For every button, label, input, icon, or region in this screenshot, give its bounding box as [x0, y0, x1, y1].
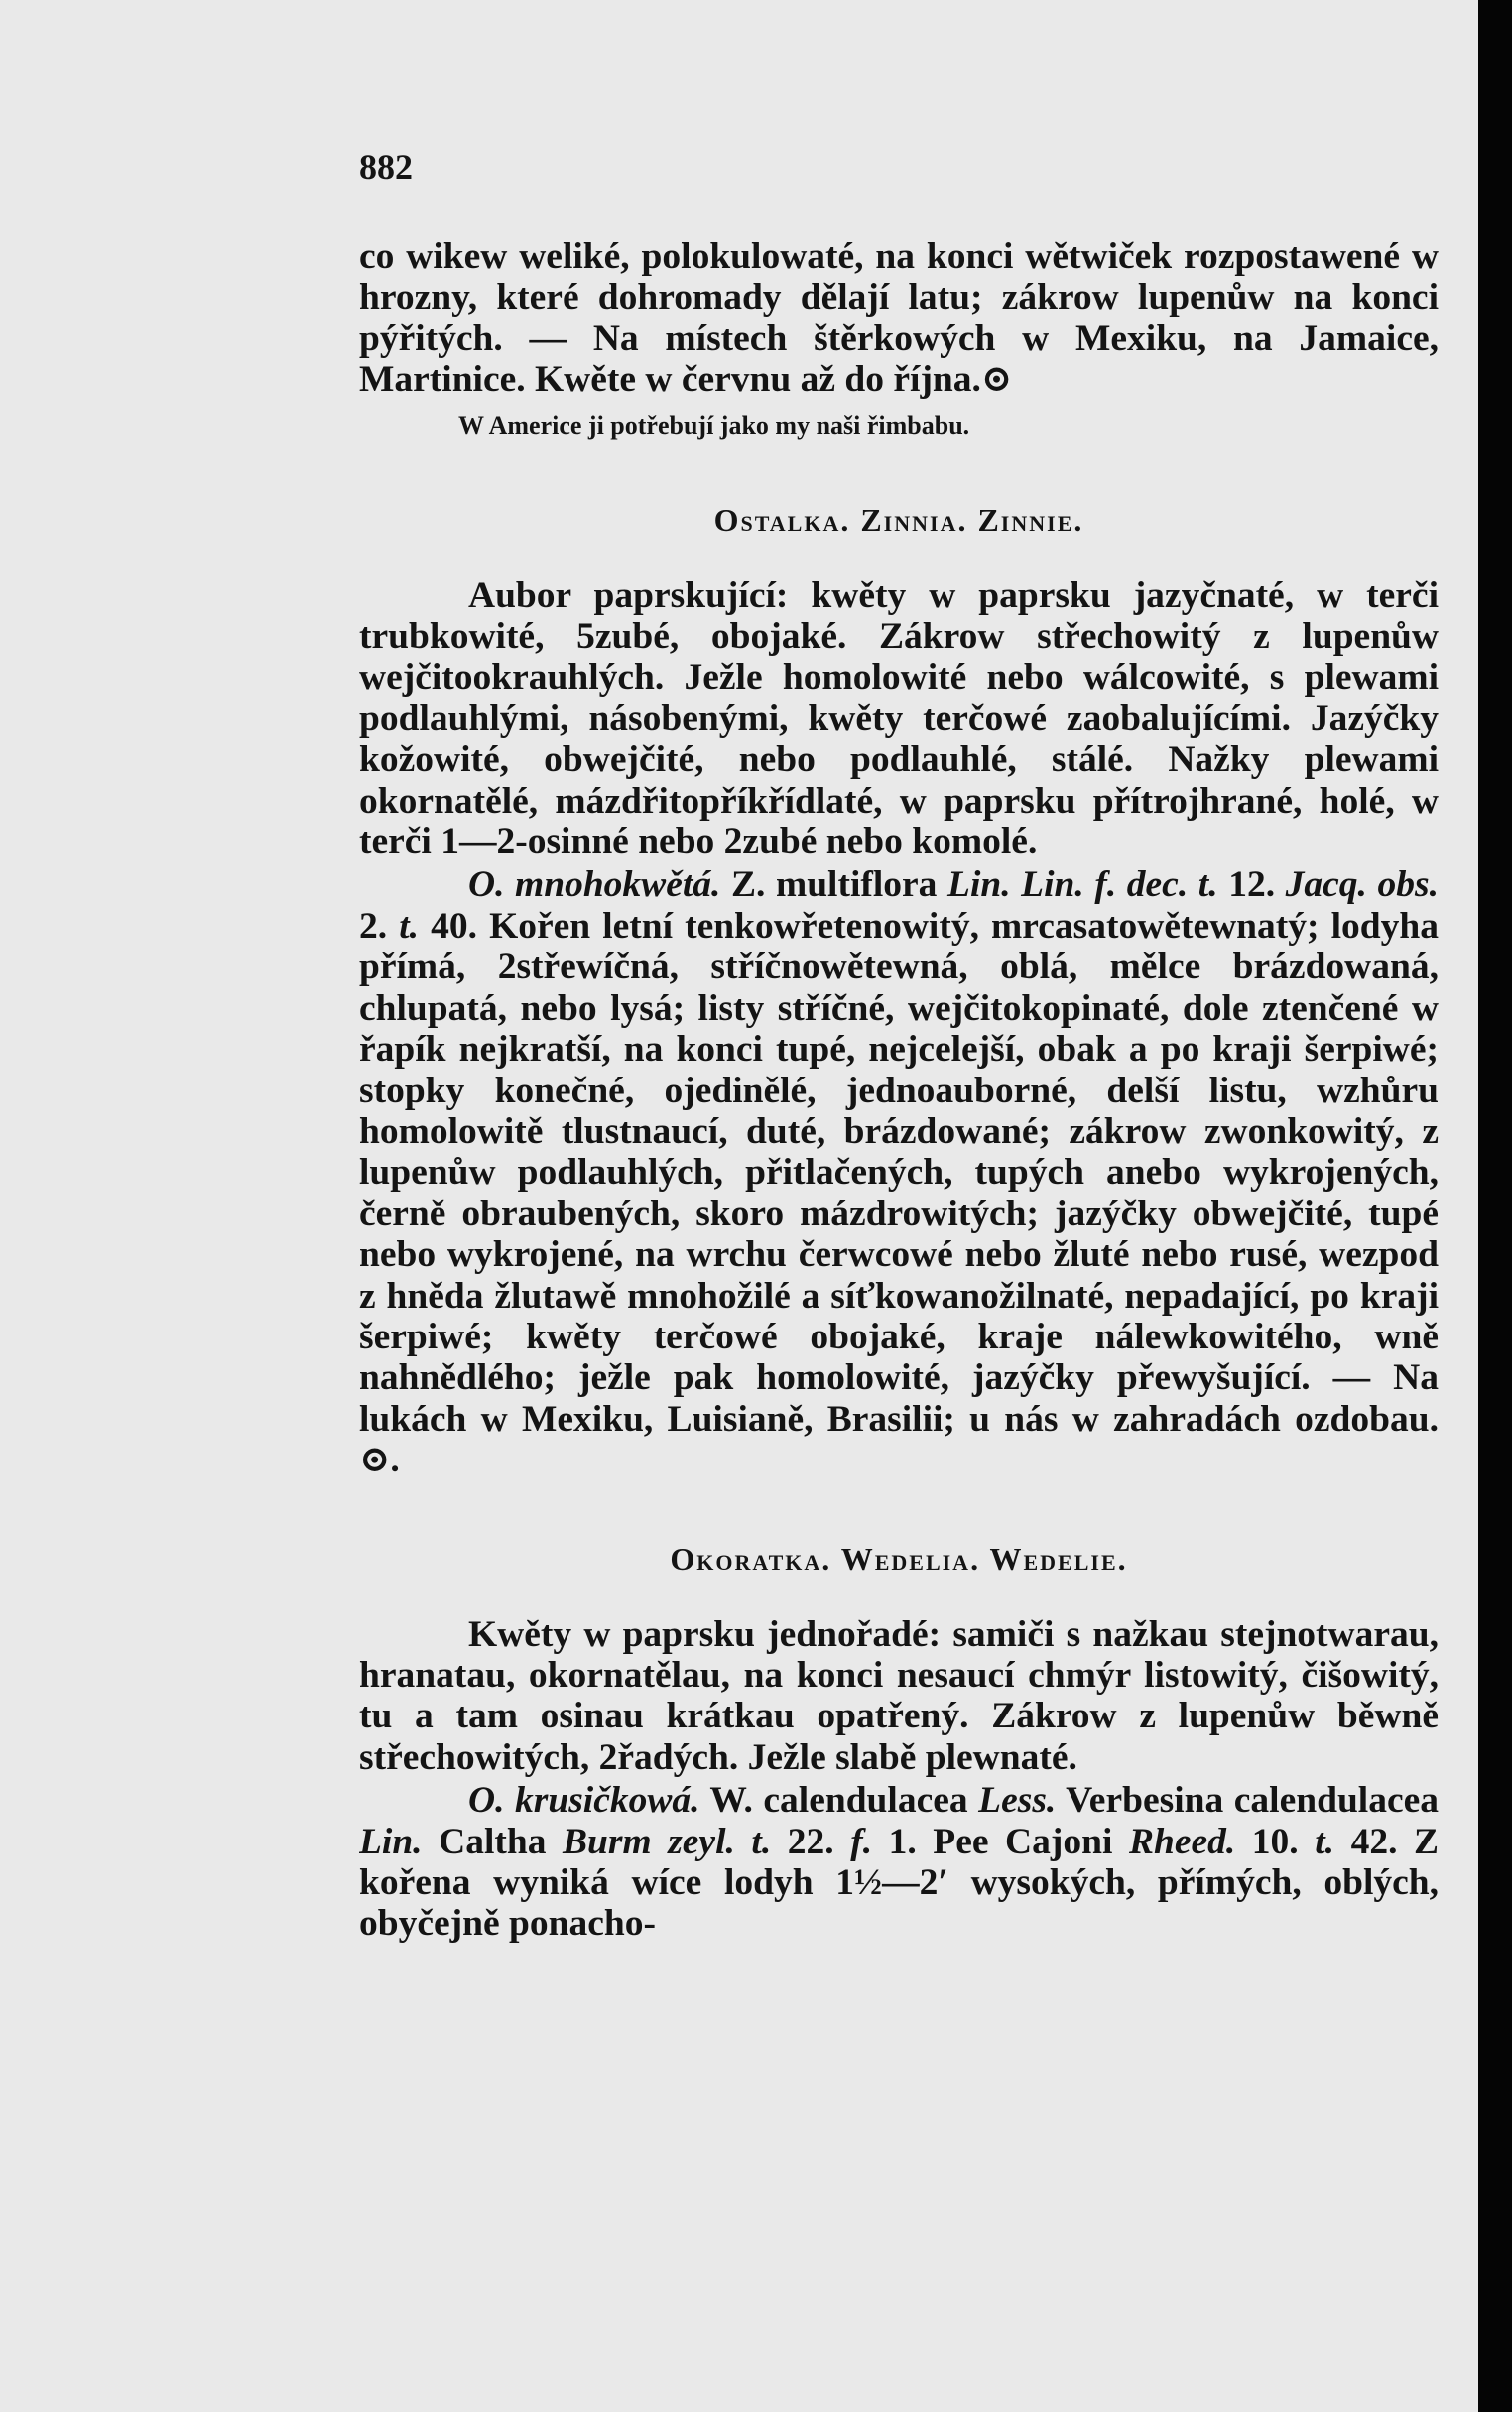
text-column	[359, 147, 1439, 2369]
genus-description-zinnia: Aubor paprskující: kwěty w paprsku jazyčnaté, w terči trubkowité, 5zubé, obojaké. Zákrow střechowitý z lupenůw wejčitookrauhlých. Ježle homolowité nebo wálcowité, s plewami podlauhlými, násobenými, kwěty terčowé zaobalujícími. Jazýčky kožowité, obwejčité, nebo podlauhlé, stálé. Nažky plewami okornatělé, mázdřitopříkřídlaté, w paprsku přítrojhrané, holé, w terči 1—2-osinné nebo 2zubé nebo komolé.	[359, 574, 1439, 863]
species-text: 22.	[771, 1821, 851, 1862]
species-description: 40. Kořen letní tenkowřetenowitý, mrcasatowětewnatý; lodyha přímá, 2střewíčná, stříčnowětewná, oblá, mělce brázdowaná, chlupatá, nebo lysá; listy stříčné, wejčitokopinaté, dole ztenčené w řapík nejkratší, na konci tupé, nejcelejší, obak a po kraji šerpiwé; stopky konečné, ojedinělé, jednoauborné, delší listu, wzhůru homolowitě tlustnaucí, duté, brázdowané; zákrow zwonkowitý, z lupenůw podlauhlých, přitlačených, tupých anebo wykrojených, černě obraubených, skoro mázdrowitých; jazýčky obwejčité, tupé nebo wykrojené, na wrchu čerwcowé nebo žluté nebo rusé, wezpod z hněda žlutawě mnohožilé a síťkowanožilnaté, nepadající, po kraji šerpiwé; kwěty terčowé obojaké, kraje nálewkowitého, wně nahnědlého; ježle pak homolowité, jazýčky přewyšující. — Na lukách w Mexiku, Luisianě, Brasilii; u nás w zahradách ozdobau. ⊙.	[359, 905, 1439, 1481]
genus-heading-zinnia: Ostalka. Zinnia. Zinnie.	[713, 501, 1084, 538]
species-citation: Burm zeyl. t.	[563, 1821, 772, 1862]
species-citation: Rheed.	[1128, 1821, 1236, 1862]
species-text: 2.	[359, 905, 400, 947]
species-name: O. krusičkowá.	[468, 1780, 700, 1822]
species-citation: Jacq. obs.	[1285, 864, 1439, 906]
species-name: O. mnohokwětá.	[468, 864, 721, 906]
species-citation: Less.	[978, 1780, 1057, 1822]
species-citation: t.	[1315, 1821, 1335, 1862]
species-description: 42. Z kořena wyniká wíce lodyh 1½—2′ wysokých, přímých, oblých, obyčejně ponacho-	[359, 1821, 1439, 1945]
species-entry-zinnia-multiflora	[359, 864, 1439, 1480]
species-text: 12.	[1217, 864, 1286, 906]
species-text: 1. Pee Cajoni	[872, 1821, 1129, 1862]
species-text: Caltha	[422, 1821, 564, 1862]
species-citation: f.	[850, 1821, 873, 1862]
footnote-usage: W Americe ji potřebují jako my naši řimbabu.	[458, 410, 970, 440]
species-citation: Lin.	[359, 1821, 423, 1862]
species-entry-wedelia-calendulacea	[359, 1780, 1439, 1945]
species-citation: t.	[399, 905, 420, 947]
book-spine-edge	[1478, 0, 1512, 2412]
species-citation: Lin. Lin. f. dec. t.	[947, 864, 1218, 906]
species-text: W. calendulacea	[699, 1780, 979, 1822]
genus-description-wedelia: Kwěty w paprsku jednořadé: samiči s nažkau stejnotwarau, hranatau, okornatělau, na konci nesaucí chmýr listowitý, čišowitý, tu a tam osinau krátkau opatřený. Zákrow z lupenůw běwně střechowitých, 2řadých. Ježle slabě plewnaté.	[359, 1613, 1439, 1778]
species-text: 10.	[1235, 1821, 1316, 1862]
paragraph-continuation: co wikew weliké, polokulowaté, na konci wětwiček rozpostawené w hrozny, které dohromady dělají latu; zákrow lupenůw na konci pýřitých. — Na místech štěrkowých w Mexiku, na Jamaice, Martinice. Kwěte w červnu až do října.⊙	[359, 236, 1439, 401]
genus-heading-wedelia: Okoratka. Wedelia. Wedelie.	[670, 1540, 1128, 1577]
species-text: Z. multiflora	[720, 864, 948, 906]
page-number: 882	[359, 147, 413, 187]
species-text: Verbesina calendulacea	[1056, 1780, 1439, 1822]
